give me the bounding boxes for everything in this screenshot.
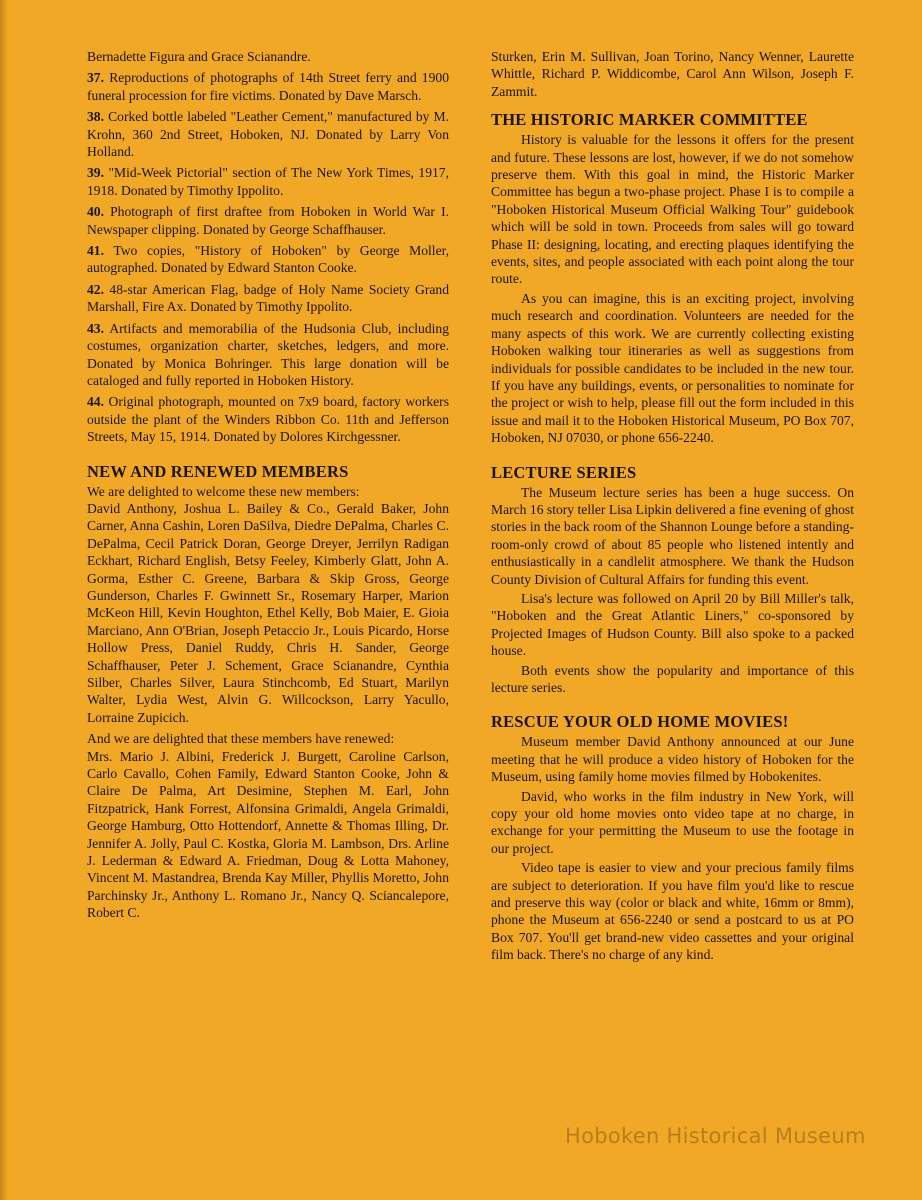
donation-item-41: [87, 242, 449, 277]
item-number: 41.: [87, 243, 104, 259]
item-text: Two copies, "History of Hoboken" by George Moller, autographed. Donated by Edward Stanton Cooke.: [87, 243, 449, 276]
movies-paragraph-2: David, who works in the film industry in New York, will copy your old home movies onto video tape at no charge, in exchange for your permitting the Museum to use the footage in our project.: [491, 788, 854, 856]
movies-paragraph-3: Video tape is easier to view and your precious family films are subject to deterioration. If you have film you'd like to rescue and preserve this way (color or black and white, 16mm or 8mm), phone the Museum at 656-2240 or send a postcard to us at PO Box 707. You'll get brand-new video cassettes and your original film back. There's no charge of any kind.: [491, 860, 854, 963]
item-text: "Mid-Week Pictorial" section of The New York Times, 1917, 1918. Donated by Timothy Ippolito.: [87, 165, 449, 198]
item-text: Corked bottle labeled "Leather Cement," manufactured by M. Krohn, 360 2nd Street, Hoboken, NJ. Donated by Larry Von Holland.: [87, 109, 449, 160]
item-number: 43.: [87, 320, 104, 336]
binding-edge: [0, 0, 8, 1200]
members-new-intro: We are delighted to welcome these new members:: [87, 483, 360, 499]
donation-item-37: [87, 69, 449, 104]
members-new-list: David Anthony, Joshua L. Bailey & Co., Gerald Baker, John Carner, Anna Cashin, Loren DaSilva, Diedre DePalma, Charles C. DePalma, Cecil Patrick Doran, George Dreyer, Jerrilyn Radigan Eckhart, Richard English, Betsy Feeley, Kimberly Glatt, John A. Gorma, Esther C. Greene, Barbara & Skip Gross, George Gunderson, Charles F. Gwinnett Sr., Rosemary Harper, Marion McKeon Hill, Kevin Houghton, Ethel Kelly, Bob Maier, E. Gioia Marciano, Ann O'Brian, Joseph Petaccio Jr., Louis Picardo, Horse Hollow Press, Daniel Ruddy, Chris H. Sander, George Schaffhauser, Peter J. Schement, Grace Scianandre, Cynthia Silber, Charles Silver, Laura Stinchcomb, Ed Stuart, Marilyn Walter, Lydia West, Alvin G. Willcockson, Larry Yacullo, Lorraine Zupicich.: [87, 500, 449, 725]
donation-item-43: [87, 320, 449, 390]
movies-paragraph-1: Museum member David Anthony announced at our June meeting that he will produce a video history of Hoboken for the Museum, using family home movies filmed by Hobokenites.: [491, 734, 854, 785]
item-number: 40.: [87, 204, 104, 220]
marker-committee-heading: THE HISTORIC MARKER COMMITTEE: [491, 110, 808, 130]
item-text: Reproductions of photographs of 14th Street ferry and 1900 funeral procession for fire victims. Donated by Dave Marsch.: [87, 70, 449, 103]
item-number: 42.: [87, 281, 104, 297]
lecture-paragraph-3: Both events show the popularity and importance of this lecture series.: [491, 662, 854, 695]
members-renewed-intro: And we are delighted that these members have renewed:: [87, 731, 395, 747]
home-movies-heading: RESCUE YOUR OLD HOME MOVIES!: [491, 712, 789, 732]
museum-watermark: Hoboken Historical Museum: [565, 1124, 866, 1148]
item-number: 38.: [87, 109, 104, 125]
donation-item-44: [87, 393, 449, 445]
donation-item-40: [87, 203, 449, 238]
lecture-paragraph-1: The Museum lecture series has been a huge success. On March 16 story teller Lisa Lipkin delivered a fine evening of ghost stories in the back room of the Shannon Lounge before a standing-room-only crowd of about 85 people who listened intently and enthusiastically in a candlelit atmosphere. We thank the Hudson County Division of Cultural Affairs for funding this event.: [491, 484, 854, 587]
donation-item-42: [87, 281, 449, 316]
donation-item-38: [87, 108, 449, 160]
marker-paragraph-2: As you can imagine, this is an exciting project, involving much research and coordination. Volunteers are needed for the many aspects of this work. We are currently collecting existing Hoboken walking tour itineraries as well as suggestions from individuals for possible candidates to be included in the new tour. If you have any buildings, events, or personalities to nominate for the project or wish to help, please fill out the form included in this issue and mail it to the Hoboken Historical Museum, PO Box 707, Hoboken, NJ 07030, or phone 656-2240.: [491, 290, 854, 446]
item-text: Photograph of first draftee from Hoboken in World War I. Newspaper clipping. Donated by George Schaffhauser.: [87, 204, 449, 237]
members-renewed-list: Mrs. Mario J. Albini, Frederick J. Burgett, Caroline Carlson, Carlo Cavallo, Cohen Family, Edward Stanton Cooke, John & Claire De Palma, Art Desimine, Stephen M. Earl, John Fitzpatrick, Hank Forrest, Alfonsina Grimaldi, Angela Grimaldi, George Hamburg, Otto Hottendorf, Annette & Thomas Illing, Dr. Jennifer A. Jolly, Paul C. Kostka, Gloria M. Lambson, Drs. Arline J. Lederman & Edward A. Friedman, Doug & Lotta Mahoney, Vincent M. Mastandrea, Brenda Kay Miller, Phyllis Moretto, John Parchinsky Jr., Anthony L. Romano Jr., Nancy Q. Sciancalepore, Robert C.: [87, 748, 449, 921]
item-number: 37.: [87, 70, 104, 86]
marker-paragraph-1: History is valuable for the lessons it offers for the present and future. These lessons are lost, however, if we do not somehow preserve them. With this goal in mind, the Historic Marker Committee has begun a two-phase project. Phase I is to compile a "Hoboken Historical Museum Official Walking Tour" guidebook which will be sold in town. Proceeds from sales will go toward Phase II: designing, locating, and erecting plaques identifying the events, sites, and people associated with each point along the tour route.: [491, 132, 854, 287]
right-column: [491, 48, 854, 966]
donation-item-39: [87, 164, 449, 199]
lecture-series-heading: LECTURE SERIES: [491, 462, 637, 482]
continuation-text: Sturken, Erin M. Sullivan, Joan Torino, Nancy Wenner, Laurette Whittle, Richard P. Widdicombe, Carol Ann Wilson, Joseph F. Zammit.: [491, 49, 854, 99]
left-column: [87, 48, 449, 926]
item-text: Original photograph, mounted on 7x9 board, factory workers outside the plant of the Winders Ribbon Co. 11th and Jefferson Streets, May 15, 1914. Donated by Dolores Kirchgessner.: [87, 394, 449, 445]
lecture-paragraph-2: Lisa's lecture was followed on April 20 by Bill Miller's talk, "Hoboken and the Great Atlantic Liners," co-sponsored by Projected Images of Hudson County. Bill also spoke to a packed house.: [491, 590, 854, 659]
item-number: 44.: [87, 394, 104, 410]
members-heading: NEW AND RENEWED MEMBERS: [87, 461, 349, 481]
item-number: 39.: [87, 165, 104, 181]
item-text: Artifacts and memorabilia of the Hudsonia Club, including costumes, organization charter, sketches, ledgers, and more. Donated by Monica Bohringer. This large donation will be cataloged and fully reported in Hoboken History.: [87, 320, 449, 388]
item-text: 48-star American Flag, badge of Holy Name Society Grand Marshall, Fire Ax. Donated by Timothy Ippolito.: [87, 281, 449, 315]
continuation-text: Bernadette Figura and Grace Scianandre.: [87, 49, 311, 64]
